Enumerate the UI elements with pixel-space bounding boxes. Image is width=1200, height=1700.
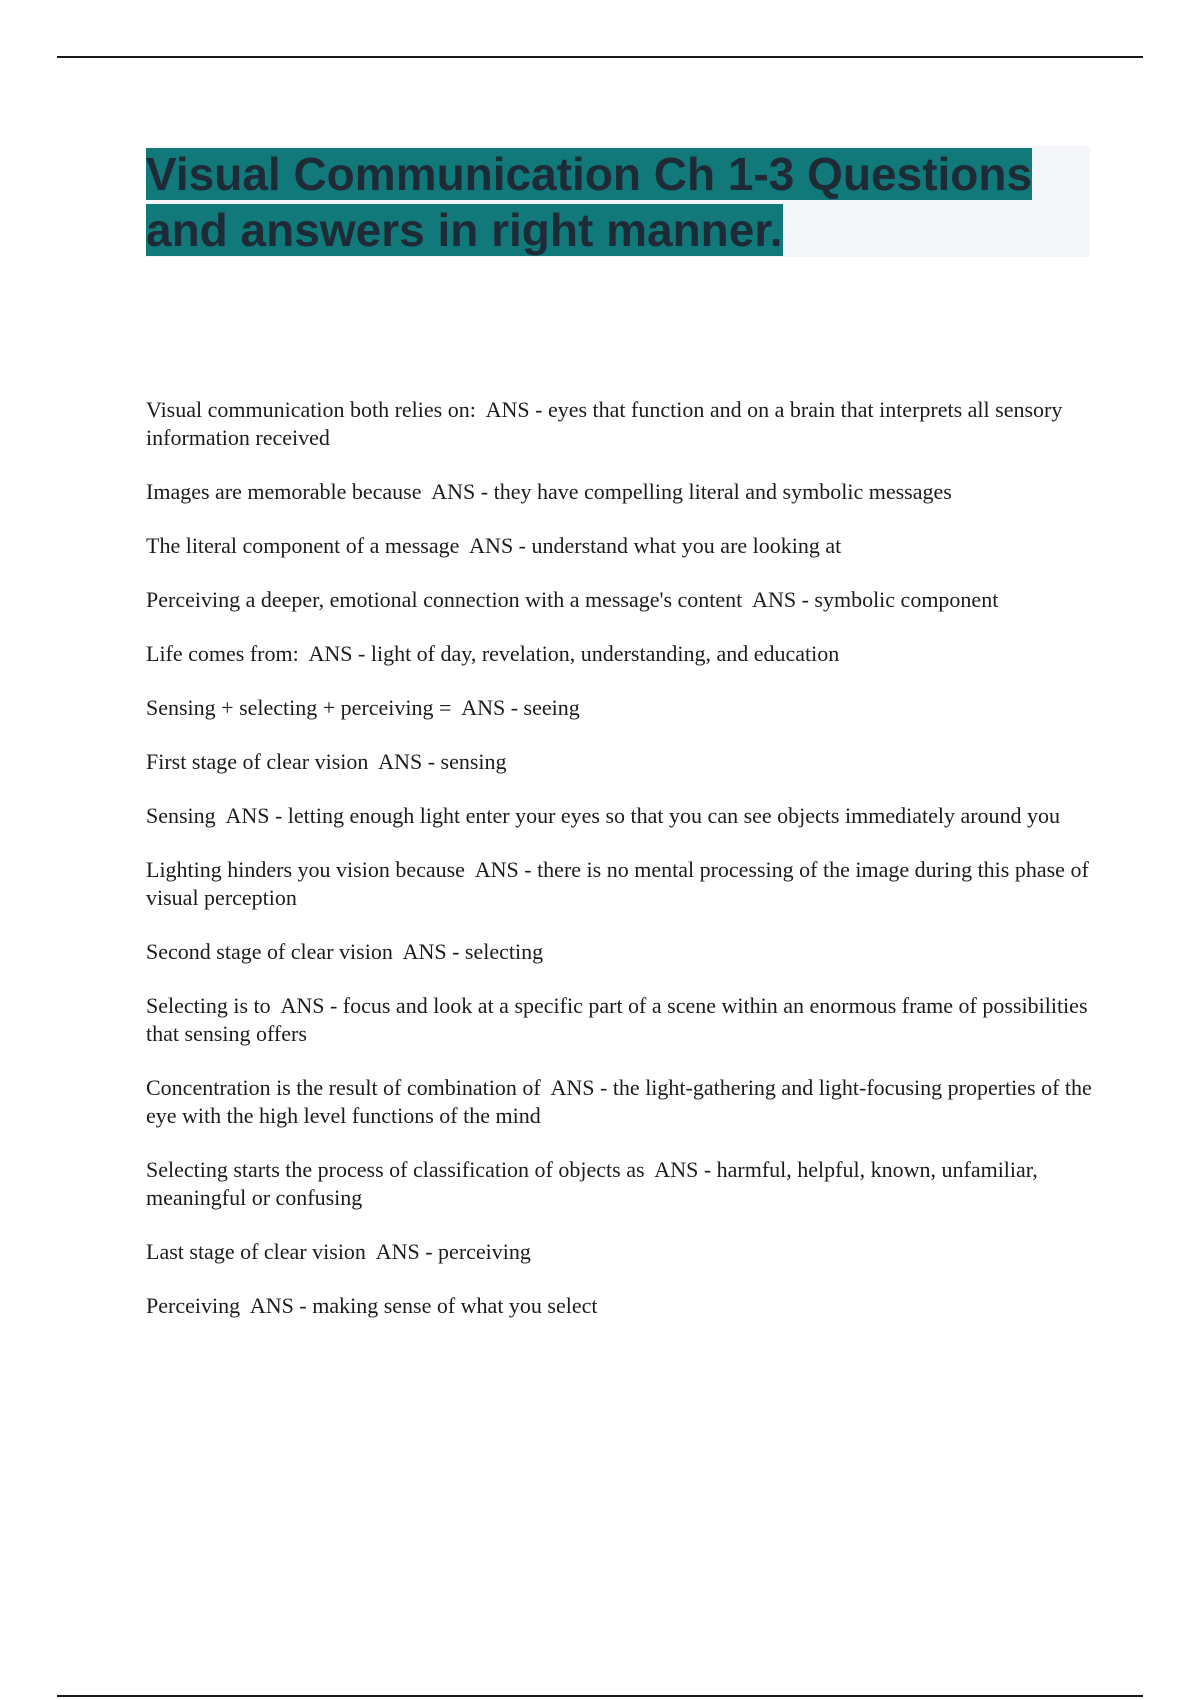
qa-item: First stage of clear vision ANS - sensing xyxy=(146,749,507,774)
qa-list xyxy=(146,396,1096,1346)
qa-item: Lighting hinders you vision because ANS - there is no mental processing of the image during this phase of visual perception xyxy=(146,857,1095,910)
qa-item: Sensing ANS - letting enough light enter your eyes so that you can see objects immediately around you xyxy=(146,803,1061,828)
page-title xyxy=(146,146,1090,258)
qa-item: The literal component of a message ANS - understand what you are looking at xyxy=(146,533,842,558)
qa-item: Perceiving a deeper, emotional connection with a message's content ANS - symbolic component xyxy=(146,587,999,612)
qa-item: Selecting is to ANS - focus and look at a specific part of a scene within an enormous frame of possibilities that sensing offers xyxy=(146,993,1093,1046)
qa-item: Visual communication both relies on: ANS - eyes that function and on a brain that interprets all sensory information received xyxy=(146,397,1068,450)
header-rule xyxy=(57,56,1143,58)
qa-item: Concentration is the result of combination of ANS - the light-gathering and light-focusing properties of the eye with the high level functions of the mind xyxy=(146,1075,1098,1128)
qa-item: Life comes from: ANS - light of day, revelation, understanding, and education xyxy=(146,641,840,666)
title-line-2: and answers in right manner. xyxy=(146,204,783,256)
qa-item: Perceiving ANS - making sense of what you select xyxy=(146,1293,598,1318)
qa-item: Second stage of clear vision ANS - selecting xyxy=(146,939,544,964)
footer-rule xyxy=(57,1695,1143,1697)
qa-item: Selecting starts the process of classification of objects as ANS - harmful, helpful, known, unfamiliar, meaningful or confusing xyxy=(146,1157,1044,1210)
title-line-1: Visual Communication Ch 1-3 Questions xyxy=(146,148,1033,200)
title-block xyxy=(146,146,1090,257)
qa-item: Last stage of clear vision ANS - perceiving xyxy=(146,1239,531,1264)
qa-item: Images are memorable because ANS - they have compelling literal and symbolic messages xyxy=(146,479,952,504)
qa-item: Sensing + selecting + perceiving = ANS - seeing xyxy=(146,695,580,720)
